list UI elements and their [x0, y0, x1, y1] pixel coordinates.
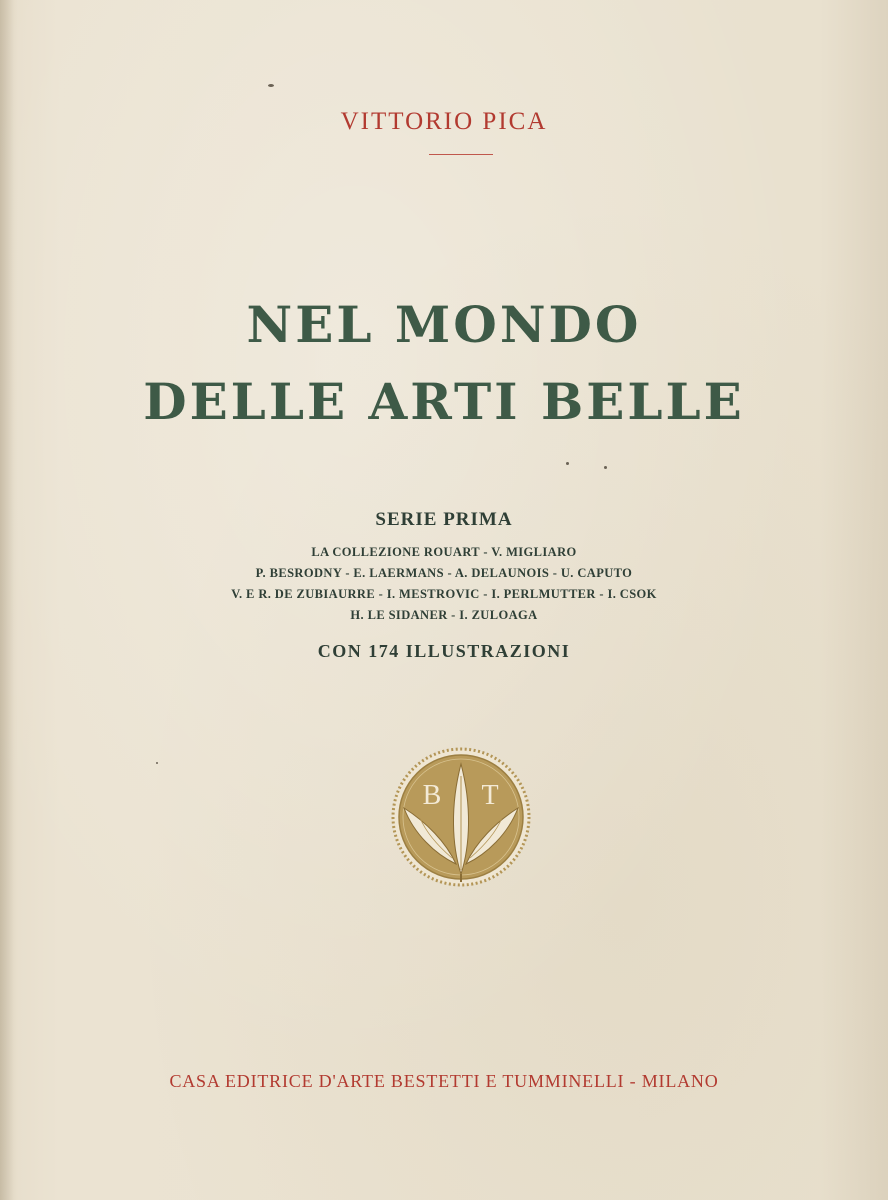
publisher-line: CASA EDITRICE D'ARTE BESTETTI E TUMMINELLI - MILANO — [169, 1071, 719, 1091]
title-line-1: NEL MONDO — [246, 295, 642, 354]
title-line-2: DELLE ARTI BELLE — [143, 372, 745, 431]
paper-speck — [156, 762, 158, 764]
paper-speck — [604, 466, 607, 469]
contents-line: H. LE SIDANER - I. ZULOAGA — [350, 608, 538, 622]
publisher-emblem — [390, 746, 532, 888]
series-label: SERIE PRIMA — [375, 509, 513, 530]
emblem-letter-b: B — [422, 780, 442, 811]
paper-speck — [566, 462, 569, 465]
contents-line: V. E R. DE ZUBIAURRE - I. MESTROVIC - I. PERLMUTTER - I. CSOK — [231, 587, 657, 601]
contents-line: LA COLLEZIONE ROUART - V. MIGLIARO — [311, 545, 577, 559]
author-rule — [429, 154, 493, 155]
author-name: VITTORIO PICA — [340, 108, 548, 135]
paper-speck — [268, 84, 274, 87]
contents-line: P. BESRODNY - E. LAERMANS - A. DELAUNOIS - U. CAPUTO — [255, 566, 633, 580]
contents-list — [0, 542, 888, 626]
emblem-letter-t: T — [481, 780, 499, 811]
illustrations-count: CON 174 ILLUSTRAZIONI — [317, 641, 571, 661]
